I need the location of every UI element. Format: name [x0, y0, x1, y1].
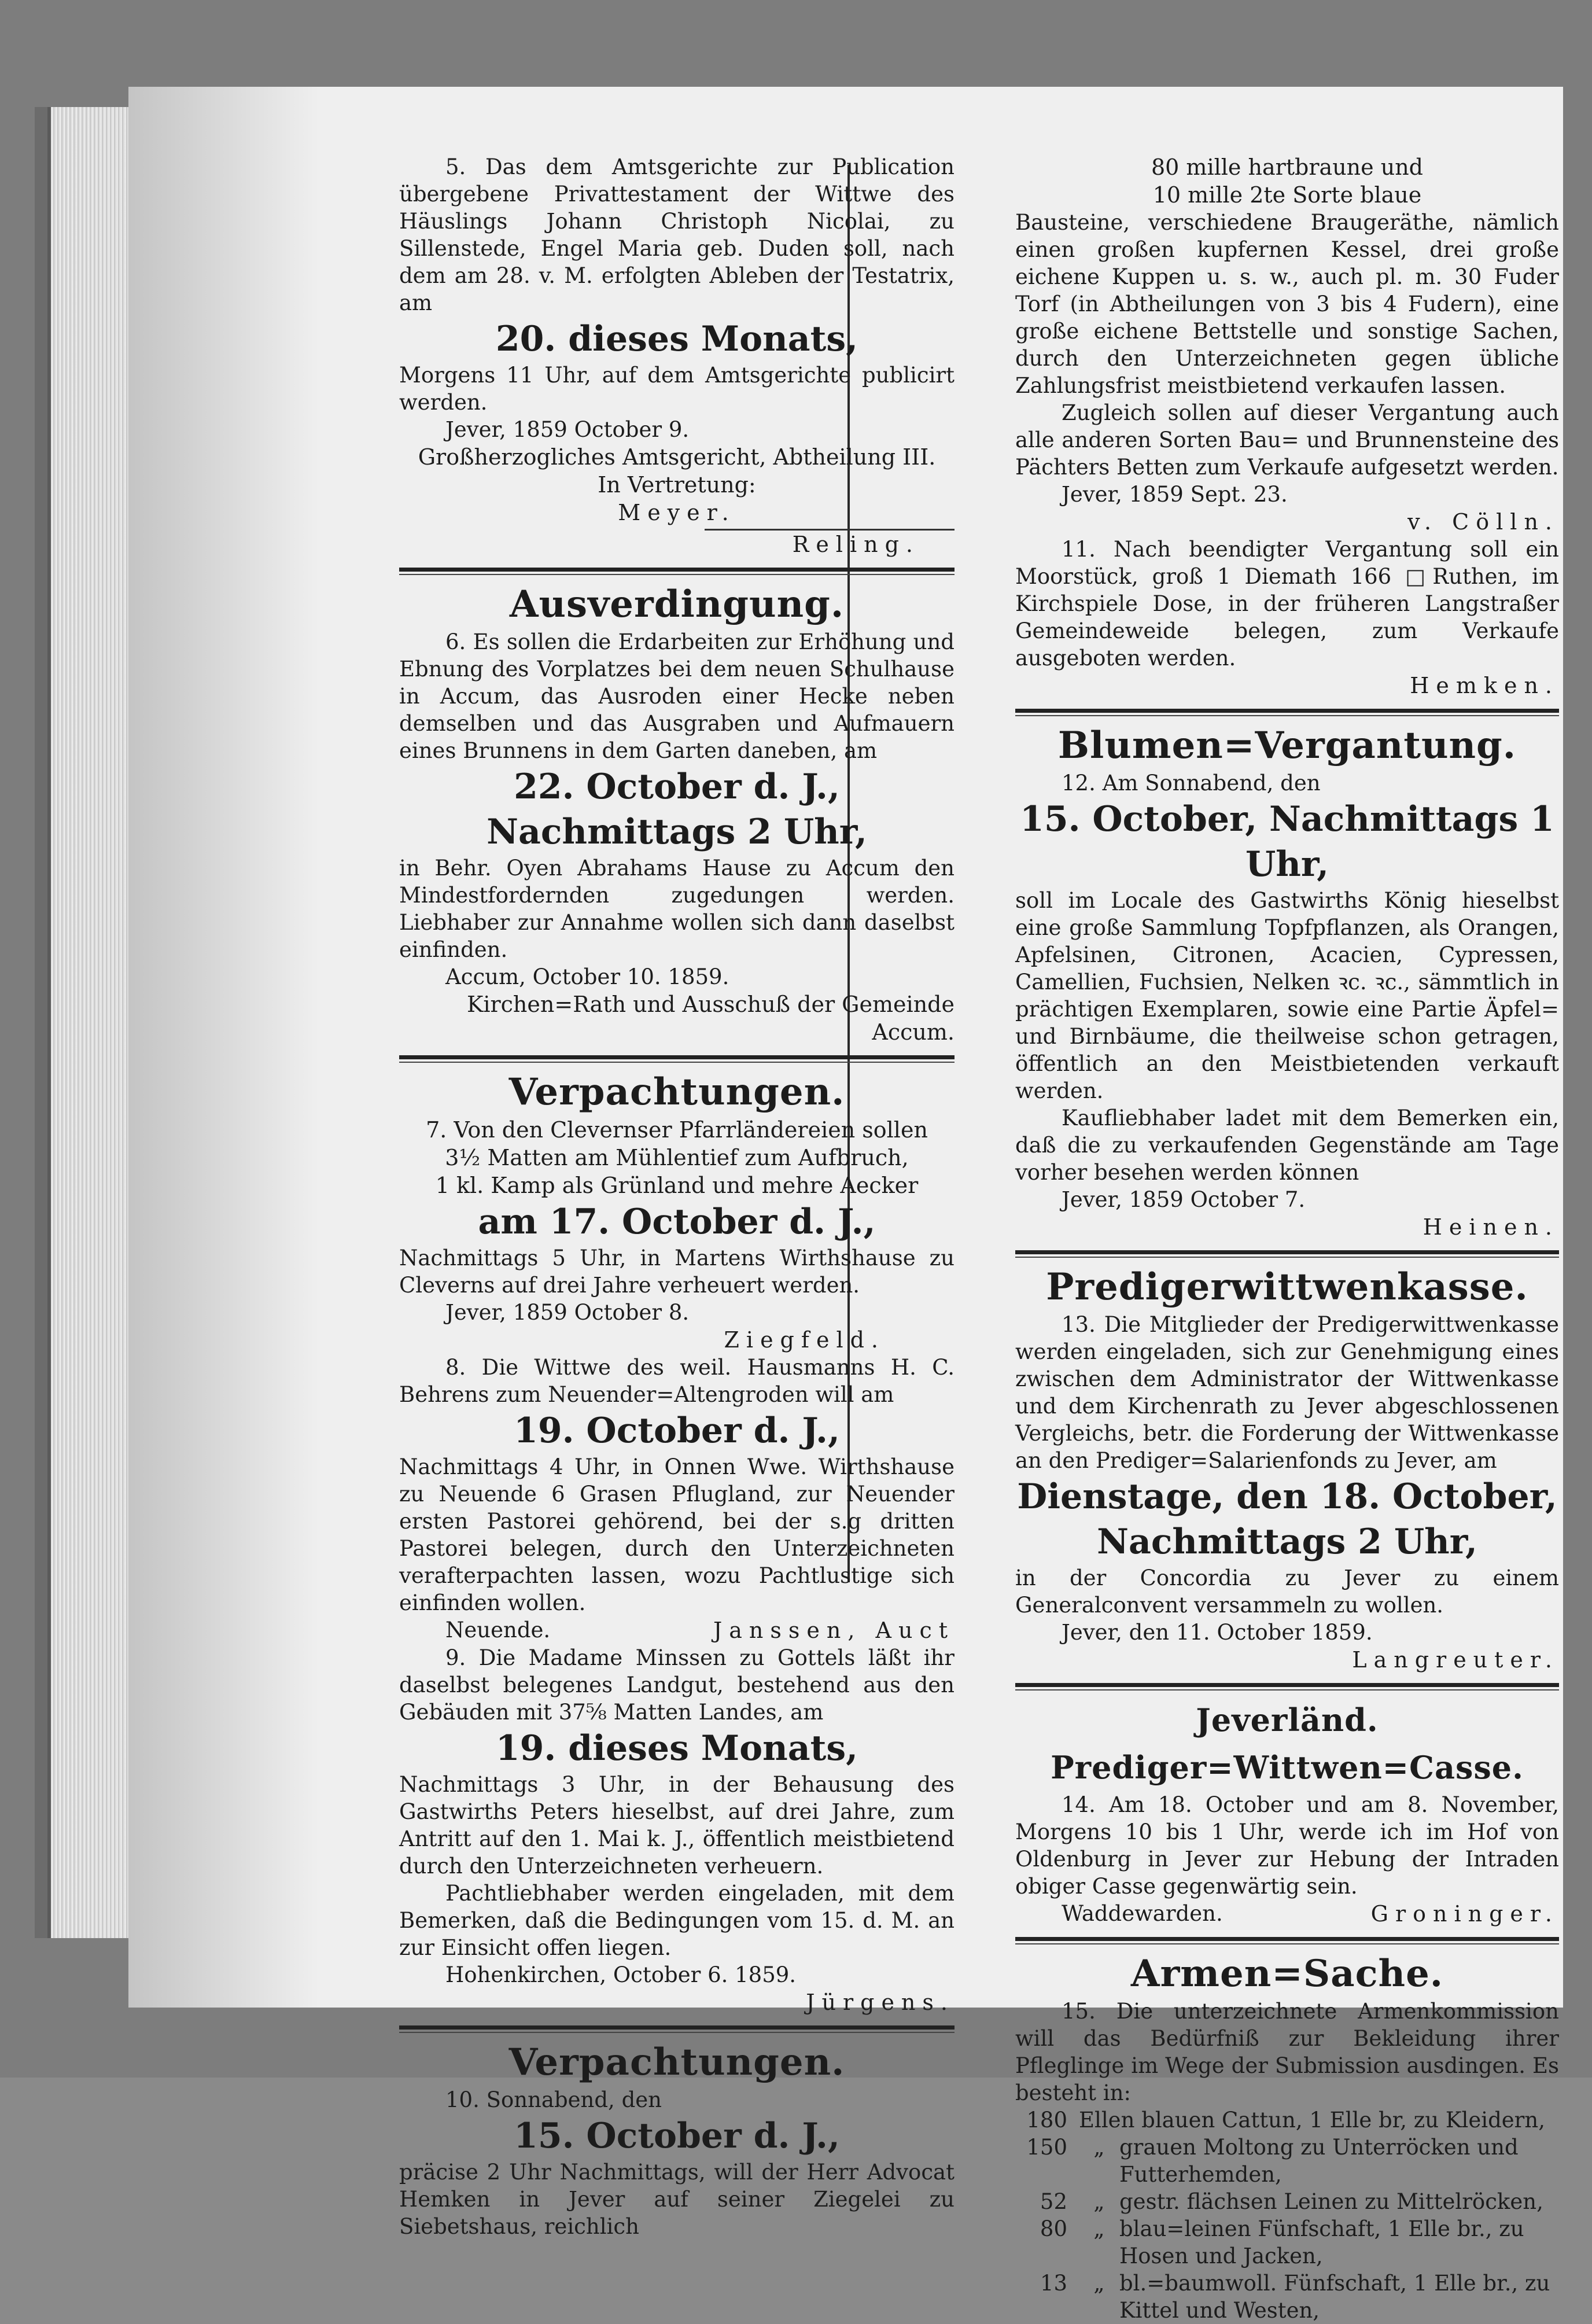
notice-text: Nachmittags 5 Uhr, in Martens Wirthshause zu Cleverns auf drei Jahre verheuert werden. — [399, 1246, 955, 1298]
item-text: grauen Moltong zu Unterröcken und Futterhemden, — [1119, 2135, 1519, 2187]
notice-signature: Jürgens. — [806, 1990, 955, 2015]
ditto-mark: „ — [1093, 2216, 1105, 2241]
notice-line: 7. Von den Clevernser Pfarrländereien sollen — [426, 1117, 928, 1143]
notice-date: am 17. October d. J., — [478, 1202, 876, 1242]
notice-line: 10. Sonnabend, den — [445, 2087, 662, 2112]
section-heading: Armen=Sache. — [1130, 1952, 1444, 1995]
notice-line: 12. Am Sonnabend, den — [1062, 771, 1321, 795]
notice-signature: Reling. — [792, 532, 920, 557]
notice-place: Jever, 1859 October 9. — [445, 417, 690, 442]
notice-5 — [399, 153, 955, 558]
section-heading: Blumen=Vergantung. — [1057, 724, 1517, 767]
notice-line: 3½ Matten am Mühlentief zum Aufbruch, — [445, 1145, 909, 1170]
notice-text: Morgens 11 Uhr, auf dem Amtsgerichte publicirt werden. — [399, 363, 955, 415]
notice-text: in Behr. Oyen Abrahams Hause zu Accum den Mindestfordernden zugedungen werden. Liebhaber zur Annahme wollen sich dann daselbst einfinden. — [399, 856, 955, 962]
notice-line: 80 mille hartbraune und — [1151, 154, 1423, 180]
ditto-mark: „ — [1093, 2189, 1105, 2214]
notice-place: Jever, 1859 October 7. — [1062, 1187, 1306, 1212]
notice-10-continued — [1015, 153, 1559, 536]
notice-line: 1 kl. Kamp als Grünland und mehre Aecker — [435, 1173, 919, 1198]
item-quantity: 80 — [1040, 2216, 1067, 2241]
section-rule — [399, 568, 955, 575]
list-item — [1015, 2188, 1559, 2215]
notice-date: 19. October d. J., — [514, 1410, 840, 1451]
notice-date: Dienstage, den 18. October, — [1017, 1476, 1557, 1517]
notice-text: 11. Nach beendigter Vergantung soll ein Moorstück, groß 1 Diemath 166 □Ruthen, im Kirchspiele Dose, in der früheren Langstraßer Gemeindeweide belegen, zum Verkaufe ausgeboten werden. — [1015, 537, 1559, 671]
item-text: Ellen blauen Cattun, 1 Elle br, zu Kleidern, — [1079, 2108, 1545, 2133]
notice-text: Bausteine, verschiedene Braugeräthe, nämlich einen großen kupfernen Kessel, drei große eichene Kuppen u. s. w., auch pl. m. 30 Fuder Torf (in Abtheilungen von 3 bis 4 Fudern), eine große eichene Bettstelle und sonstige Sachen, durch den Unterzeichneten gegen übliche Zahlungsfrist meistbietend verkaufen lassen. — [1015, 210, 1559, 398]
item-quantity: 13 — [1040, 2271, 1067, 2296]
item-text: blau=leinen Fünfschaft, 1 Elle br., zu Hosen und Jacken, — [1119, 2216, 1524, 2268]
book-page-edges — [47, 107, 132, 1938]
notice-10 — [399, 2039, 955, 2240]
section-heading: Predigerwittwenkasse. — [1046, 1265, 1528, 1309]
notice-15 — [1015, 1950, 1559, 2324]
notice-date: Nachmittags 2 Uhr, — [1097, 1522, 1477, 1562]
notice-place: Jever, 1859 Sept. 23. — [1062, 482, 1288, 507]
section-heading: Jeverländ. Prediger=Wittwen=Casse. — [1051, 1701, 1524, 1786]
notice-9 — [399, 1644, 955, 2016]
notice-text: 6. Es sollen die Erdarbeiten zur Erhöhung und Ebnung des Vorplatzes bei dem neuen Schulhause in Accum, das Ausroden einer Hecke neben demselben und das Ausgraben und Aufmauern eines Brunnens in dem Garten daneben, am — [399, 629, 955, 763]
ditto-mark: „ — [1093, 2135, 1105, 2160]
notice-place: Jever, den 11. October 1859. — [1062, 1620, 1373, 1645]
section-heading: Verpachtungen. — [508, 1070, 845, 1114]
notice-place: Jever, 1859 October 8. — [445, 1300, 690, 1325]
section-rule — [1015, 1683, 1559, 1690]
notice-14 — [1015, 1696, 1559, 1928]
notice-text: 14. Am 18. October und am 8. November, Morgens 10 bis 1 Uhr, werde ich im Hof von Oldenburg in Jever zur Hebung der Intraden obiger Casse gegenwärtig sein. — [1015, 1792, 1559, 1899]
list-item — [1015, 2270, 1559, 2324]
notice-signature: Hemken. — [1410, 673, 1559, 698]
notice-date: 15. October, Nachmittags 1 Uhr, — [1020, 799, 1554, 885]
notice-signature: Janssen, Auct — [713, 1618, 955, 1643]
notice-text: 9. Die Madame Minssen zu Gottels läßt ihr daselbst belegenes Landgut, bestehend aus den Gebäuden mit 37⅝ Matten Landes, am — [399, 1645, 955, 1725]
notice-rep: In Vertretung: — [598, 472, 756, 498]
item-quantity: 180 — [1026, 2108, 1067, 2133]
notice-line: 10 mille 2te Sorte blaue — [1152, 182, 1422, 208]
notice-text: 5. Das dem Amtsgerichte zur Publication übergebene Privattestament der Wittwe des Häuslings Johann Christoph Nicolai, zu Sillenstede, Engel Maria geb. Duden soll, nach dem am 28. v. M. erfolgten Ableben der Testatrix, am — [399, 154, 955, 315]
notice-13 — [1015, 1264, 1559, 1674]
section-rule — [1015, 709, 1559, 716]
right-column — [1015, 153, 1559, 2324]
item-text: gestr. flächsen Leinen zu Mittelröcken, — [1119, 2189, 1543, 2214]
section-rule — [399, 1055, 955, 1063]
notice-place: Accum, October 10. 1859. — [445, 964, 729, 989]
notice-signature: Langreuter. — [1352, 1647, 1559, 1673]
notice-6 — [399, 581, 955, 1046]
section-heading: Verpachtungen. — [508, 2041, 845, 2084]
notice-signature: Kirchen=Rath und Ausschuß der Gemeinde Accum. — [466, 992, 955, 1045]
notice-place: Hohenkirchen, October 6. 1859. — [445, 1962, 797, 1987]
notice-text: Kaufliebhaber ladet mit dem Bemerken ein, daß die zu verkaufenden Gegenstände am Tage vorher besehen werden können — [1015, 1106, 1559, 1185]
notice-date: 19. dieses Monats, — [495, 1728, 858, 1769]
notice-signature: Groninger. — [1370, 1901, 1559, 1927]
notice-date: 22. October d. J., Nachmittags 2 Uhr, — [487, 767, 867, 852]
notice-text: Nachmittags 4 Uhr, in Onnen Wwe. Wirthshause zu Neuende 6 Grasen Pflugland, zur Neuender ersten Pastorei gehörend, bei der s.g dritten Pastorei belegen, durch den Unterzeichneten verafterpachten lassen, wozu Pachtlustige sich einfinden wollen. — [399, 1454, 955, 1615]
section-rule — [1015, 1937, 1559, 1944]
notice-text: in der Concordia zu Jever zu einem Generalconvent versammeln zu wollen. — [1015, 1566, 1559, 1618]
section-rule — [399, 2025, 955, 2033]
notice-date: 20. dieses Monats, — [495, 319, 858, 359]
notice-8 — [399, 1354, 955, 1644]
item-quantity: 150 — [1026, 2135, 1067, 2160]
section-heading: Ausverdingung. — [509, 583, 845, 626]
notice-text: soll im Locale des Gastwirths König hieselbst eine große Sammlung Topfpflanzen, als Orangen, Apfelsinen, Citronen, Acacien, Cypressen, Camellien, Fuchsien, Nelken ꝛc. ꝛc., sämmtlich in prächtigen Exemplaren, sowie eine Partie Äpfel= und Birnbäume, die theilweise schon getragen, öffentlich an den Meistbietenden verkauft werden. — [1015, 888, 1559, 1103]
notice-place: Neuende. — [445, 1618, 551, 1642]
list-item — [1015, 2106, 1559, 2134]
section-rule — [1015, 1250, 1559, 1258]
notice-date: 15. October d. J., — [514, 2116, 840, 2156]
notice-text: 8. Die Wittwe des weil. Hausmanns H. C. Behrens zum Neuender=Altengroden will am — [399, 1355, 955, 1407]
item-text: bl.=baumwoll. Fünfschaft, 1 Elle br., zu Kittel und Westen, — [1119, 2271, 1550, 2323]
place-signature-row — [1015, 1900, 1559, 1928]
list-item — [1015, 2134, 1559, 2188]
notice-place: Waddewarden. — [1062, 1901, 1223, 1926]
notice-text: Zugleich sollen auf dieser Vergantung auch alle anderen Sorten Bau= und Brunnensteine des Pächters Betten zum Verkaufe aufgesetzt werden. — [1015, 400, 1559, 480]
notice-text: Pachtliebhaber werden eingeladen, mit dem Bemerken, daß die Bedingungen vom 15. d. M. an zur Einsicht offen liegen. — [399, 1881, 955, 1960]
notice-text: präcise 2 Uhr Nachmittags, will der Herr Advocat Hemken in Jever auf seiner Ziegelei zu Siebetshaus, reichlich — [399, 2160, 955, 2239]
item-list — [1015, 2106, 1559, 2324]
gutter-shadow — [128, 87, 319, 2008]
notice-signature: Meyer. — [618, 500, 736, 525]
left-column — [399, 153, 955, 2240]
notice-signature: Heinen. — [1423, 1214, 1559, 1240]
ditto-mark: „ — [1093, 2271, 1105, 2296]
item-quantity: 52 — [1040, 2189, 1067, 2214]
notice-text: 13. Die Mitglieder der Predigerwittwenkasse werden eingeladen, sich zur Genehmigung eines zwischen dem Administrator der Wittwenkasse und dem Kirchenrath zu Jever abgeschlossenen Vergleichs, betr. die Forderung der Wittwenkasse an den Prediger=Salarienfonds zu Jever, am — [1015, 1312, 1559, 1473]
place-signature-row — [399, 1616, 955, 1644]
notice-signature: Ziegfeld. — [724, 1327, 885, 1353]
list-item — [1015, 2215, 1559, 2270]
notice-text: 15. Die unterzeichnete Armenkommission will das Bedürfniß zur Bekleidung ihrer Pfleglinge im Wege der Submission ausdingen. Es besteht in: — [1015, 1999, 1559, 2105]
notice-7 — [399, 1069, 955, 1354]
notice-court: Großherzogliches Amtsgericht, Abtheilung III. — [418, 444, 936, 470]
notice-text: Nachmittags 3 Uhr, in der Behausung des Gastwirths Peters hieselbst, auf drei Jahre, zum Antritt auf den 1. Mai k. J., öffentlich meistbietend durch den Unterzeichneten verheuern. — [399, 1772, 955, 1879]
notice-11 — [1015, 536, 1559, 699]
notice-signature: v. Cölln. — [1407, 509, 1559, 535]
notice-12 — [1015, 722, 1559, 1241]
